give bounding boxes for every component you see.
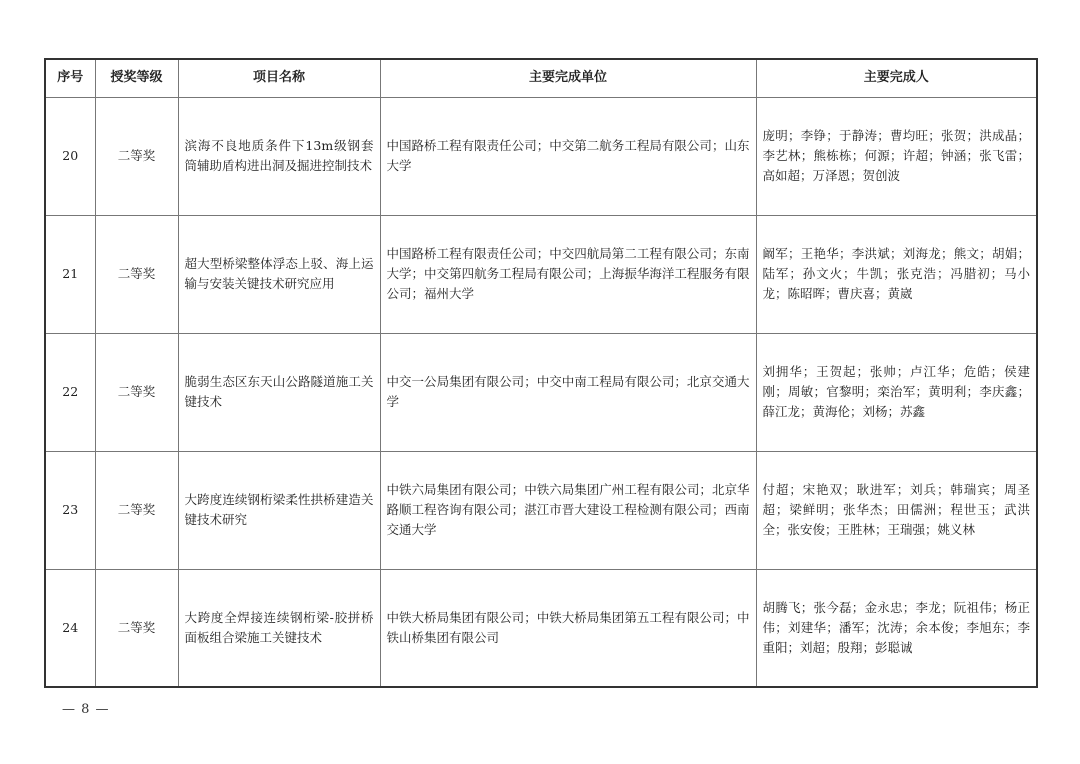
header-main-units: 主要完成单位 — [380, 59, 756, 97]
header-seq: 序号 — [45, 59, 95, 97]
row-main-people: 付超；宋艳双；耿进军；刘兵；韩瑞宾；周圣超；梁鲜明；张华杰；田儒洲；程世玉；武洪全；张安俊；王胜林；王瑞强；姚义林 — [756, 451, 1037, 569]
award-table — [44, 58, 1038, 688]
row-project-name: 大跨度连续钢桁梁柔性拱桥建造关键技术研究 — [178, 451, 380, 569]
row-main-units: 中交一公局集团有限公司；中交中南工程局有限公司；北京交通大学 — [380, 333, 756, 451]
table-row — [45, 569, 1037, 687]
row-grade: 二等奖 — [95, 97, 178, 215]
row-seq: 24 — [45, 569, 95, 687]
row-main-units: 中铁六局集团有限公司；中铁六局集团广州工程有限公司；北京华路顺工程咨询有限公司；湛江市晋大建设工程检测有限公司；西南交通大学 — [380, 451, 756, 569]
row-grade: 二等奖 — [95, 333, 178, 451]
row-project-name: 超大型桥梁整体浮态上驳、海上运输与安装关键技术研究应用 — [178, 215, 380, 333]
table-row — [45, 451, 1037, 569]
row-project-name: 滨海不良地质条件下13m级钢套筒辅助盾构进出洞及掘进控制技术 — [178, 97, 380, 215]
table-row — [45, 97, 1037, 215]
header-project-name: 项目名称 — [178, 59, 380, 97]
row-project-name: 大跨度全焊接连续钢桁梁-胶拼桥面板组合梁施工关键技术 — [178, 569, 380, 687]
row-main-units: 中国路桥工程有限责任公司；中交四航局第二工程有限公司；东南大学；中交第四航务工程局有限公司；上海振华海洋工程服务有限公司；福州大学 — [380, 215, 756, 333]
row-grade: 二等奖 — [95, 451, 178, 569]
table-row — [45, 333, 1037, 451]
table-header-row — [45, 59, 1037, 97]
row-seq: 23 — [45, 451, 95, 569]
row-project-name: 脆弱生态区东天山公路隧道施工关键技术 — [178, 333, 380, 451]
row-grade: 二等奖 — [95, 569, 178, 687]
row-main-people: 胡腾飞；张今磊；金永忠；李龙；阮祖伟；杨正伟；刘建华；潘军；沈涛；余本俊；李旭东；李重阳；刘超；殷翔；彭聪诚 — [756, 569, 1037, 687]
header-grade: 授奖等级 — [95, 59, 178, 97]
row-main-people: 庞明；李铮；于静涛；曹均旺；张贺；洪成晶；李艺林；熊栋栋；何源；许超；钟涵；张飞雷；高如超；万泽恩；贺创波 — [756, 97, 1037, 215]
row-main-units: 中铁大桥局集团有限公司；中铁大桥局集团第五工程有限公司；中铁山桥集团有限公司 — [380, 569, 756, 687]
row-seq: 21 — [45, 215, 95, 333]
row-main-people: 阚军；王艳华；李洪斌；刘海龙；熊文；胡娟；陆军；孙文火；牛凯；张克浩；冯腊初；马小龙；陈昭晖；曹庆喜；黄崴 — [756, 215, 1037, 333]
row-grade: 二等奖 — [95, 215, 178, 333]
table-row — [45, 215, 1037, 333]
row-seq: 22 — [45, 333, 95, 451]
page-number: — 8 — — [62, 702, 110, 717]
row-seq: 20 — [45, 97, 95, 215]
header-main-people: 主要完成人 — [756, 59, 1037, 97]
row-main-units: 中国路桥工程有限责任公司；中交第二航务工程局有限公司；山东大学 — [380, 97, 756, 215]
row-main-people: 刘拥华；王贺起；张帅；卢江华；危皓；侯建刚；周敏；官黎明；栾治军；黄明利；李庆鑫；薛江龙；黄海伦；刘杨；苏鑫 — [756, 333, 1037, 451]
